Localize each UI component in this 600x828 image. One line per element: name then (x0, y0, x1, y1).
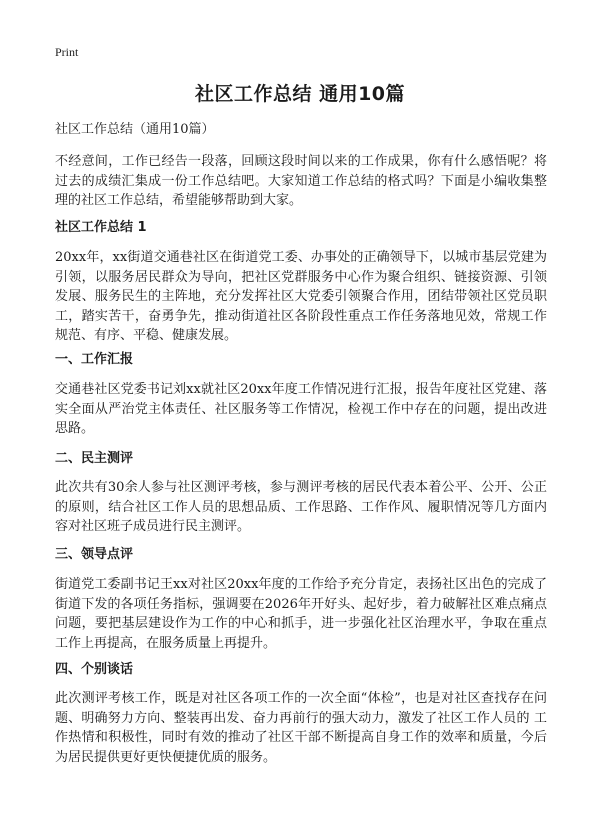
section-paragraph: 20xx年，xx街道交通巷社区在街道党工委、办事处的正确领导下，以城市基层党建为引领，以服务居民群众为导向，把社区党群服务中心作为聚合组织、链接资源、引领发展、服务民生的主阵地，充分发挥社区大党委引领聚合作用，团结带领社区党员职工，踏实苦干，奋勇争先，推动街道社区各阶段性重点工作任务落地见效，常规工作规范、有序、平稳、健康发展。 (55, 250, 547, 344)
paragraph-work-report: 交通巷社区党委书记刘xx就社区20xx年度工作情况进行汇报，报告年度社区党建、落实全面从严治党主体责任、社区服务等工作情况，检视工作中存在的问题，提出改进思路。 (55, 382, 547, 437)
section-heading: 社区工作总结 1 (55, 220, 147, 235)
print-link[interactable]: Print (55, 45, 79, 59)
document-subtitle: 社区工作总结（通用10篇） (55, 122, 215, 137)
intro-paragraph: 不经意间，工作已经告一段落，回顾这段时间以来的工作成果，你有什么感悟呢？将过去的成绩汇集成一份工作总结吧。大家知道工作总结的格式吗？下面是小编收集整理的社区工作总结，希望能够帮助到大家。 (55, 154, 547, 209)
subheading-individual-talks: 四、个别谈话 (55, 662, 134, 677)
subheading-democratic-evaluation: 二、民主测评 (55, 451, 134, 466)
page-title: 社区工作总结 通用10篇 (194, 83, 406, 105)
subheading-leader-comments: 三、领导点评 (55, 547, 134, 562)
subheading-work-report: 一、工作汇报 (55, 352, 134, 367)
paragraph-individual-talks: 此次测评考核工作，既是对社区各项工作的一次全面“体检”，也是对社区查找存在问题、明确努力方向、整装再出发、奋力再前行的强大动力，激发了社区工作人员的 工作热情和积极性，同时有效的推动了社区干部不断提高自身工作的效率和质量，今后为居民提供更好更快便捷优质的服务。 (55, 691, 547, 765)
paragraph-democratic-evaluation: 此次共有30余人参与社区测评考核，参与测评考核的居民代表本着公平、公开、公正的原则，结合社区工作人员的思想品质、工作思路、工作作风、履职情况等几方面内容对社区班子成员进行民主测评。 (55, 480, 547, 535)
paragraph-leader-comments: 街道党工委副书记王xx对社区20xx年度的工作给予充分肯定，表扬社区出色的完成了街道下发的各项任务指标，强调要在2026年开好头、起好步，着力破解社区难点痛点问题，要把基层建设作为工作的中心和抓手，进一步强化社区治理水平，争取在重点工作上再提高，在服务质量上再提升。 (55, 577, 547, 651)
